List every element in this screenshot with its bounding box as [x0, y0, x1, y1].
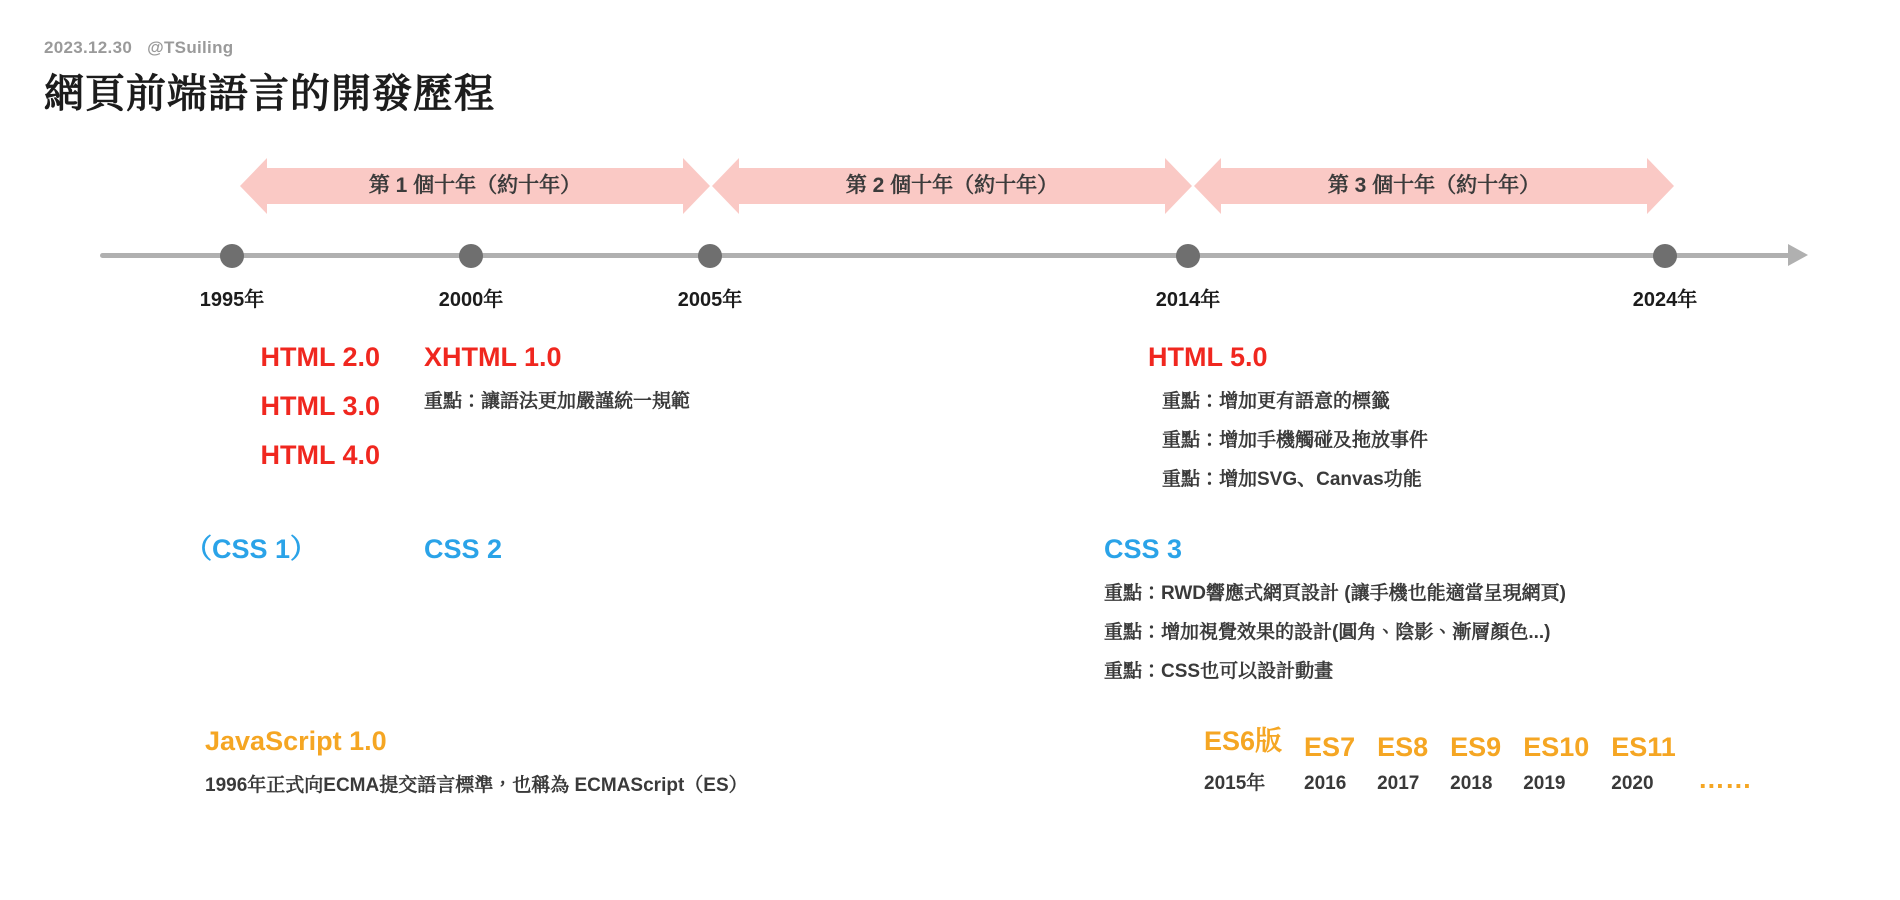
ecmascript-year: 2020 — [1611, 773, 1654, 794]
xhtml-1-0-note: 重點：讓語法更加嚴謹統一規範 — [424, 391, 691, 412]
byline-date: 2023.12.30 — [44, 38, 133, 57]
decade-label: 第 1 個十年（約十年） — [368, 174, 582, 197]
ecmascript-version-es11 — [1611, 732, 1676, 795]
byline-handle: @TSuiling — [147, 38, 234, 57]
css3-2014-group — [1104, 525, 1566, 691]
timeline-dot-2014 — [1176, 244, 1200, 268]
html-2-0-label: HTML 2.0 — [260, 342, 380, 372]
javascript-1995-group — [205, 717, 748, 805]
javascript-1-0-label: JavaScript 1.0 — [205, 726, 387, 756]
html-3-0-label: HTML 3.0 — [260, 391, 380, 421]
html-5-0-note-3: 重點：增加SVG、Canvas功能 — [1162, 469, 1422, 490]
css1-1995-group — [185, 525, 317, 574]
html-5-0-note-2: 重點：增加手機觸碰及拖放事件 — [1162, 430, 1429, 451]
ecmascript-name: ES6版 — [1204, 726, 1283, 756]
html-5-0-label: HTML 5.0 — [1148, 342, 1268, 372]
ecmascript-more — [1698, 764, 1752, 795]
timeline-dot-2000 — [459, 244, 483, 268]
ecmascript-year: 2016 — [1304, 773, 1347, 794]
css2-2000-group — [424, 525, 502, 574]
timeline-label-2024: 2024年 — [1632, 289, 1698, 311]
page-title: 網頁前端語言的開發歷程 — [44, 72, 495, 116]
css-2-label: CSS 2 — [424, 534, 503, 564]
ecmascript-version-es7 — [1304, 732, 1355, 795]
timeline-dot-2005 — [698, 244, 722, 268]
ecmascript-version-es6 — [1204, 719, 1282, 795]
ecmascript-year: 2015年 — [1204, 773, 1266, 794]
html-1995-group — [0, 333, 380, 480]
ecmascript-ellipsis: …… — [1697, 764, 1752, 794]
css-3-note-1: 重點：RWD響應式網頁設計 (讓手機也能適當呈現網頁) — [1104, 583, 1566, 604]
ecmascript-version-es8 — [1377, 732, 1428, 795]
timeline-label-2005: 2005年 — [677, 289, 743, 311]
timeline-label-1995: 1995年 — [199, 289, 265, 311]
ecmascript-version-es9 — [1450, 732, 1501, 795]
ecmascript-name: ES7 — [1304, 732, 1356, 762]
html5-2014-group — [1148, 333, 1428, 499]
xhtml-2000-group — [424, 333, 690, 421]
decade-label: 第 3 個十年（約十年） — [1327, 174, 1541, 197]
timeline-dot-1995 — [220, 244, 244, 268]
ecmascript-versions-group — [1204, 719, 1774, 795]
arrow-right-icon — [1788, 244, 1808, 266]
timeline-axis — [100, 253, 1790, 258]
ecmascript-name: ES8 — [1377, 732, 1429, 762]
html-4-0-label: HTML 4.0 — [260, 440, 380, 470]
ecmascript-year: 2018 — [1450, 773, 1493, 794]
javascript-1-0-note: 1996年正式向ECMA提交語言標準，也稱為 ECMAScript（ES） — [205, 775, 748, 796]
ecmascript-year: 2019 — [1523, 773, 1566, 794]
decade-label: 第 2 個十年（約十年） — [845, 174, 1059, 197]
ecmascript-name: ES10 — [1523, 732, 1590, 762]
decade-banner-3 — [1194, 158, 1674, 214]
css-3-note-3: 重點：CSS也可以設計動畫 — [1104, 661, 1334, 682]
timeline-label-2014: 2014年 — [1155, 289, 1221, 311]
ecmascript-name: ES9 — [1450, 732, 1502, 762]
css-3-note-2: 重點：增加視覺效果的設計(圓角、陰影、漸層顏色...) — [1104, 622, 1551, 643]
timeline-label-2000: 2000年 — [438, 289, 504, 311]
xhtml-1-0-label: XHTML 1.0 — [424, 342, 562, 372]
decade-banner-1 — [240, 158, 710, 214]
decade-banner-2 — [712, 158, 1192, 214]
css-1-label: （CSS 1） — [185, 534, 318, 564]
html-5-0-note-1: 重點：增加更有語意的標籤 — [1162, 391, 1391, 412]
ecmascript-name: ES11 — [1611, 732, 1676, 762]
byline — [44, 38, 233, 58]
ecmascript-version-es10 — [1523, 732, 1589, 795]
css-3-label: CSS 3 — [1104, 534, 1183, 564]
ecmascript-year: 2017 — [1377, 773, 1420, 794]
timeline-dot-2024 — [1653, 244, 1677, 268]
